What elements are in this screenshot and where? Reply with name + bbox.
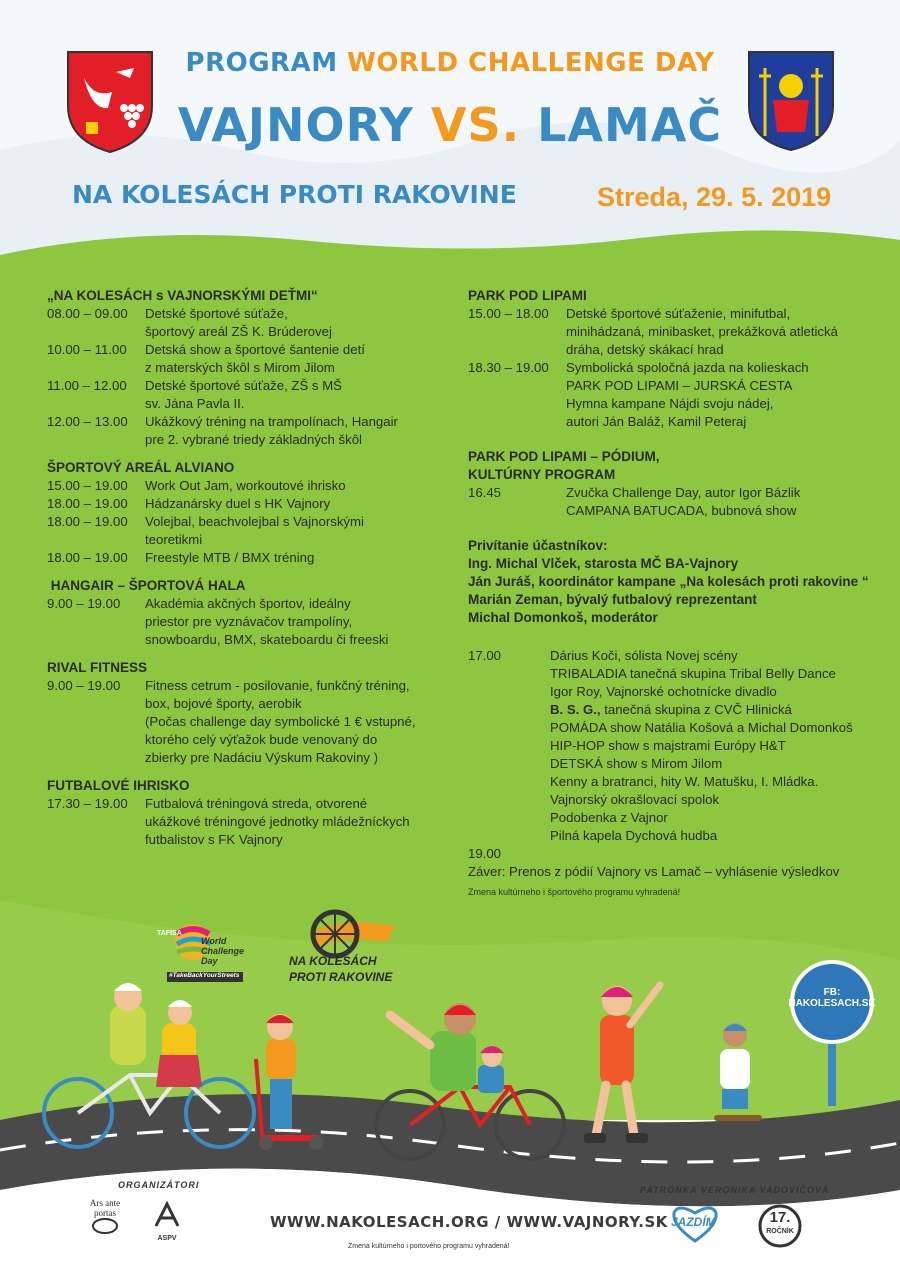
ars-ante-portas-logo <box>78 1198 132 1246</box>
performer: Pilná kapela Dychová hudba <box>550 828 718 843</box>
row-text: sv. Jána Pavla II. <box>145 396 245 411</box>
row-text: Volejbal, beachvolejbal s Vajnorskými <box>145 514 364 529</box>
edition-label: ROČNÍK <box>766 1228 794 1235</box>
row-text: z materských škôl s Mirom Jilom <box>145 360 335 375</box>
jazdim-logo <box>668 1203 722 1243</box>
row-time: 18.00 – 19.00 <box>47 496 128 511</box>
welcome-line: Ing. Michal Vlček, starosta MČ BA-Vajnory <box>468 556 739 571</box>
row-text: Detské športové súťaže, <box>145 306 288 321</box>
performer: Kenny a bratranci, hity W. Matušku, I. Mládka. <box>550 774 819 789</box>
section-title: KULTÚRNY PROGRAM <box>468 467 616 482</box>
event-date: Streda, 29. 5. 2019 <box>597 182 832 212</box>
row-text: Symbolická spoločná jazda na kolieskach <box>566 360 809 375</box>
cyclists-illustration <box>30 975 790 1175</box>
row-text: Detské športové súťaže, ZŠ s MŠ <box>145 378 342 393</box>
program-row <box>47 377 437 413</box>
websites: WWW.NAKOLESACH.ORG / WWW.VAJNORY.SK <box>270 1213 668 1231</box>
ap-icon <box>92 1218 118 1234</box>
right-program-column <box>468 287 888 901</box>
na-kolesach-line2: PROTI RAKOVINE <box>289 970 393 984</box>
performer: Podobenka z Vajnor <box>550 810 668 825</box>
row-time: 17.00 <box>468 648 502 663</box>
row-time: 9.00 – 19.00 <box>47 596 121 611</box>
row-text: Ukážkový tréning na trampolínach, Hangair <box>145 414 398 429</box>
program-prefix: PROGRAM <box>185 48 348 78</box>
patron-label: PATRÓNKA VERONIKA VADOVIČOVÁ <box>640 1185 830 1195</box>
row-time: 17.30 – 19.00 <box>47 796 128 811</box>
program-row <box>47 513 437 549</box>
welcome-line: Michal Domonkoš, moderátor <box>468 610 658 625</box>
row-text: Freestyle MTB / BMX tréning <box>145 550 315 565</box>
performer <box>550 701 888 719</box>
evening-program <box>468 647 888 845</box>
program-row <box>468 484 888 520</box>
row-text: box, bojové športy, aerobik <box>145 696 302 711</box>
program-highlight: WORLD CHALLENGE DAY <box>347 48 715 78</box>
program-row <box>47 677 437 767</box>
performer-bold: B. S. G., <box>550 702 601 717</box>
program-row <box>47 595 437 649</box>
footer-note: Zmena kultúrneho i portového programu vyhradená! <box>348 1243 510 1250</box>
row-text: (Počas challenge day symbolické 1 € vstupné, <box>145 714 416 729</box>
left-program-column <box>47 287 437 849</box>
performer-rest: tanečná skupina z CVČ Hlinická <box>600 702 792 717</box>
row-text: dráha, detský skákací hrad <box>566 342 724 357</box>
performer: Vajnorský okrašlovací spolok <box>550 792 720 807</box>
row-time: 12.00 – 13.00 <box>47 414 128 429</box>
row-time: 11.00 – 12.00 <box>47 378 127 393</box>
program-note: Zmena kultúrneho i športového programu vyhradená! <box>468 887 681 897</box>
row-text: futbalistov s FK Vajnory <box>145 832 283 847</box>
row-text: ktorého celý výťažok bude venovaný do <box>145 732 378 747</box>
fb-label: FB: <box>823 987 841 998</box>
ars-ante-portas-text: Ars ante portas <box>89 1198 121 1218</box>
performer: POMÁDA show Natália Košová a Michal Domonkoš <box>550 720 853 735</box>
row-text: zbierky pre Nadáciu Výskum Rakoviny ) <box>145 750 379 765</box>
row-text: minihádzaná, minibasket, prekážková atletická <box>566 324 838 339</box>
row-text: teoretikmi <box>145 532 203 547</box>
wcd-line2: Challenge <box>201 946 245 956</box>
row-time: 15.00 – 18.00 <box>468 306 549 321</box>
performer: Igor Roy, Vajnorské ochotnícke divadlo <box>550 684 777 699</box>
section-title: PARK POD LIPAMI <box>468 288 587 303</box>
wcd-line1: World <box>201 936 227 946</box>
na-kolesach-line1: NA KOLESÁCH <box>289 954 377 968</box>
program-title <box>0 48 900 78</box>
section-title: „NA KOLESÁCH s VAJNORSKÝMI DEŤMI“ <box>47 288 318 303</box>
row-time: 18.30 – 19.00 <box>468 360 549 375</box>
welcome-line: Ján Juráš, koordinátor kampane „Na kolesách proti rakovine “ <box>468 574 869 589</box>
match-right: LAMAČ <box>520 98 723 152</box>
performer: HIP-HOP show s majstrami Európy H&T <box>550 738 786 753</box>
section-title: ŠPORTOVÝ AREÁL ALVIANO <box>47 460 235 475</box>
row-time: 18.00 – 19.00 <box>47 550 128 565</box>
end-time: 19.00 <box>468 846 502 861</box>
row-time: 16.45 <box>468 485 502 500</box>
row-text: Hymna kampane Nájdi svoju nádej, <box>566 396 774 411</box>
campaign-subtitle: NA KOLESÁCH PROTI RAKOVINE <box>72 180 517 209</box>
performer: Dárius Koči, sólista Novej scény <box>550 648 738 663</box>
row-text: CAMPANA BATUCADA, bubnová show <box>566 503 797 518</box>
row-time: 10.00 – 11.00 <box>47 342 127 357</box>
jazdim-text: JAZDÍM <box>671 1215 716 1229</box>
closing-line: Záver: Prenos z pódií Vajnory vs Lamač – vyhlásenie výsledkov <box>468 864 840 879</box>
row-text: športový areál ZŠ K. Brúderovej <box>145 324 332 339</box>
performer: DETSKÁ show s Mirom Jilom <box>550 756 723 771</box>
performer: TRIBALADIA tanečná skupina Tribal Belly Dance <box>550 666 836 681</box>
program-row <box>47 477 437 495</box>
organizers-label: ORGANIZÁTORI <box>118 1180 200 1190</box>
row-text: priestor pre vyznávačov trampolíny, <box>145 614 353 629</box>
aspv-logo <box>152 1200 182 1244</box>
wcd-line3: Day <box>201 956 218 966</box>
section-title: RIVAL FITNESS <box>47 660 148 675</box>
tafisa-label: TAFISA <box>157 930 182 937</box>
row-text: Futbalová tréningová streda, otvorené <box>145 796 368 811</box>
world-challenge-day-logo <box>155 920 255 982</box>
section-title: FUTBALOVÉ IHRISKO <box>47 778 190 793</box>
row-text: Hádzanársky duel s HK Vajnory <box>145 496 331 511</box>
match-title <box>0 98 900 152</box>
program-row <box>47 495 437 513</box>
row-text: snowboardu, BMX, skateboardu či freeski <box>145 632 389 647</box>
section-title: HANGAIR – ŠPORTOVÁ HALA <box>47 578 246 593</box>
fb-url: NAKOLESACH.SK <box>788 998 876 1009</box>
program-row <box>47 549 437 567</box>
row-time: 15.00 – 19.00 <box>47 478 128 493</box>
program-row <box>468 359 888 431</box>
program-row <box>47 341 437 377</box>
program-row <box>47 305 437 341</box>
row-time: 08.00 – 09.00 <box>47 306 128 321</box>
row-text: Akadémia akčných športov, ideálny <box>145 596 351 611</box>
row-text: ukážkové tréningové jednotky mládežníckych <box>145 814 410 829</box>
aspv-icon <box>152 1200 182 1230</box>
row-text: Detská show a športové šantenie detí <box>145 342 365 357</box>
row-text: Detské športové súťaženie, minifutbal, <box>566 306 791 321</box>
row-text: autori Ján Baláž, Kamil Peteraj <box>566 414 747 429</box>
aspv-text: ASPV <box>157 1235 177 1242</box>
row-text: Fitness cetrum - posilovanie, funkčný tréning, <box>145 678 410 693</box>
row-text: pre 2. vybrané triedy základných škôl <box>145 432 362 447</box>
program-row <box>47 795 437 849</box>
welcome-line: Marián Zeman, bývalý futbalový reprezentant <box>468 592 757 607</box>
row-text: Zvučka Challenge Day, autor Igor Bázlik <box>566 485 801 500</box>
row-time: 18.00 – 19.00 <box>47 514 128 529</box>
fb-sign-label <box>784 987 880 1009</box>
row-text: PARK POD LIPAMI – JURSKÁ CESTA <box>566 378 793 393</box>
row-text: Work Out Jam, workoutové ihrisko <box>145 478 346 493</box>
wcd-hashtag: #TakeBackYourStreets <box>169 972 240 979</box>
section-title: PARK POD LIPAMI – PÓDIUM, <box>468 449 660 464</box>
edition-badge <box>757 1203 803 1249</box>
sign-post <box>784 960 884 1110</box>
match-left: VAJNORY <box>177 98 431 152</box>
program-row <box>47 413 437 449</box>
edition-number: 17. <box>769 1209 791 1226</box>
program-row <box>468 305 888 359</box>
row-time: 9.00 – 19.00 <box>47 678 121 693</box>
match-vs: VS. <box>430 98 521 152</box>
welcome-title: Privítanie účastníkov: <box>468 538 608 553</box>
